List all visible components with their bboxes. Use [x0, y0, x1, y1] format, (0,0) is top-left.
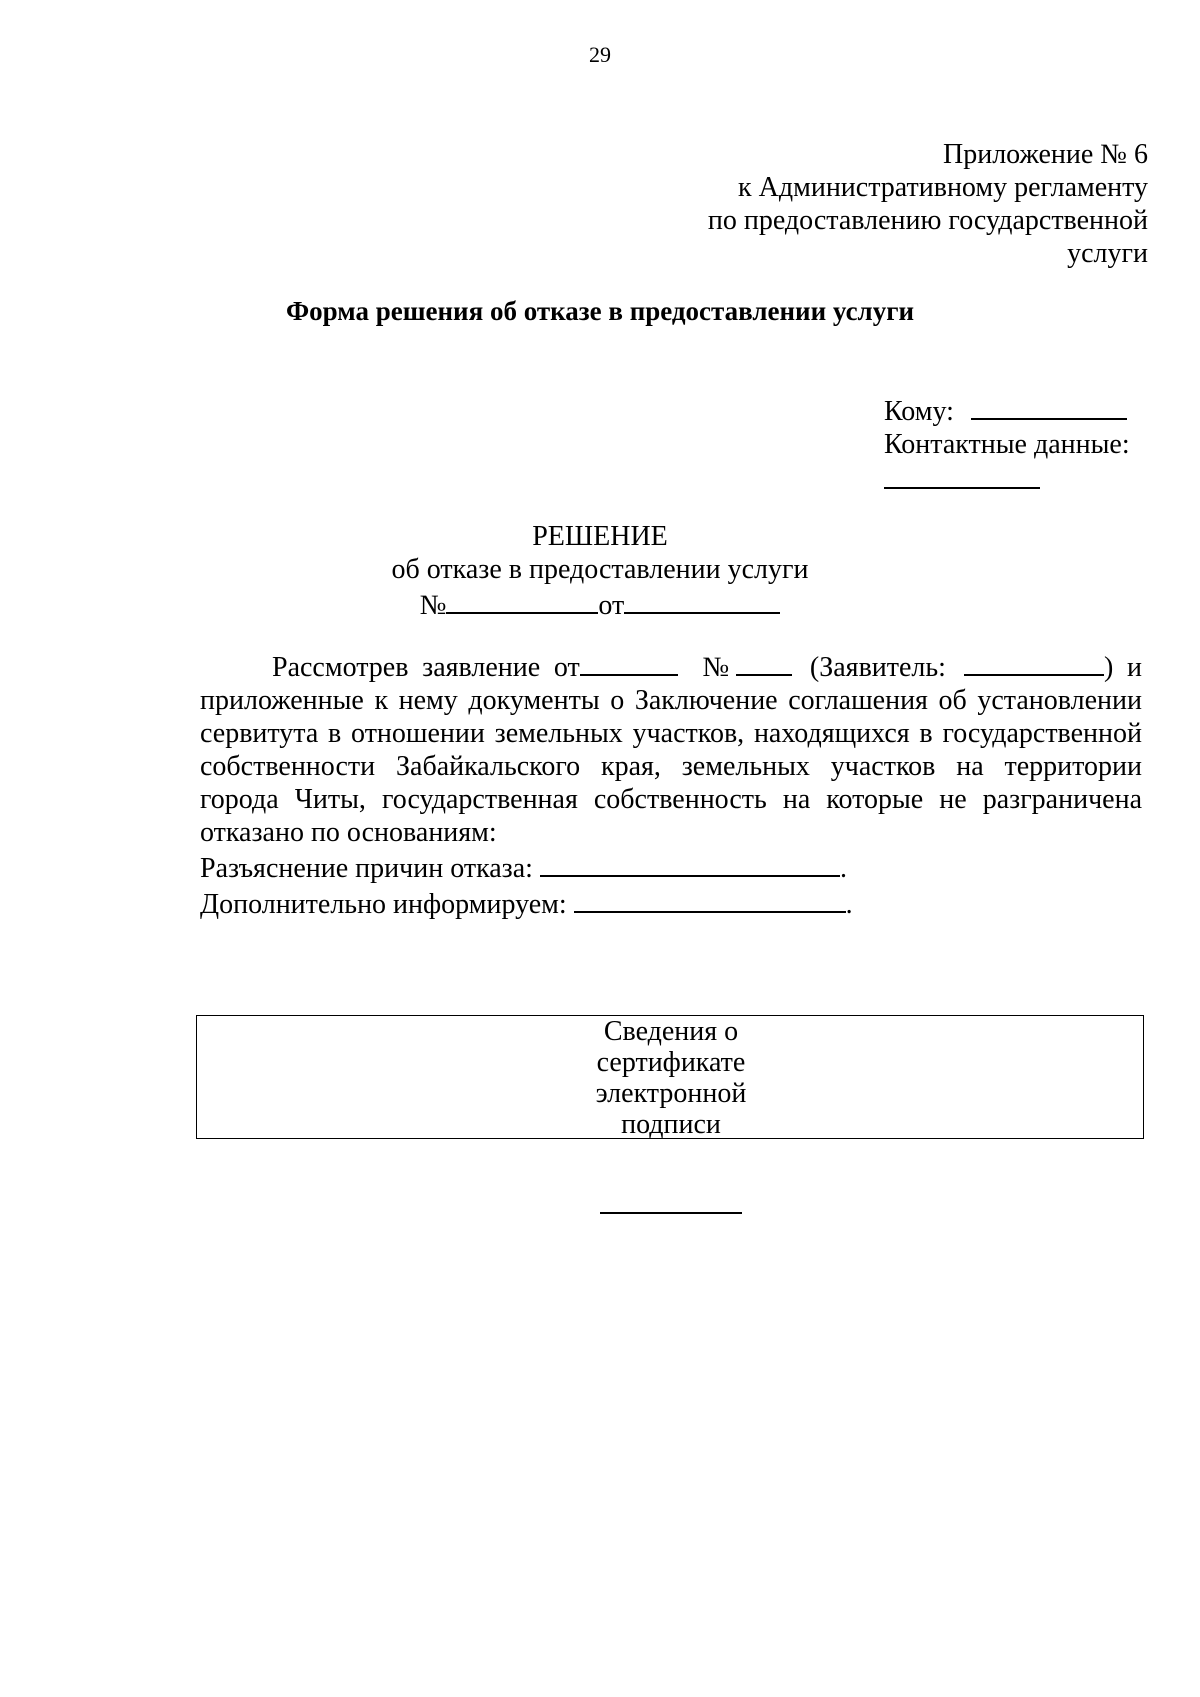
- signature-info-box: [196, 1015, 1144, 1139]
- signature-line-2: сертификате: [596, 1047, 746, 1078]
- refusal-reason-row: [200, 849, 1142, 885]
- addressee-contact-label: Контактные данные:: [884, 429, 1130, 460]
- additional-info-blank: [574, 885, 846, 913]
- signature-info-text: [197, 1016, 1145, 1140]
- appendix-line-3: по предоставлению государственной: [707, 205, 1148, 236]
- refusal-reason-label: Разъяснение причин отказа:: [200, 853, 533, 884]
- signature-line-3: электронной: [595, 1078, 747, 1109]
- closing-rule: [600, 1212, 742, 1214]
- decision-number-row: [0, 586, 1200, 622]
- decision-number-sign: №: [419, 590, 447, 621]
- refusal-reason-period: .: [839, 853, 847, 884]
- addressee-to-row: [884, 392, 1184, 428]
- signature-line-1: Сведения о: [603, 1016, 739, 1047]
- application-date-blank: [580, 648, 678, 676]
- body-p1-applicant: (Заявитель:: [809, 652, 946, 683]
- additional-info-row: [200, 885, 1142, 921]
- appendix-line-2: к Административному регламенту: [738, 172, 1148, 203]
- additional-info-label: Дополнительно информируем:: [200, 889, 567, 920]
- applicant-blank: [964, 648, 1104, 676]
- appendix-line-1: Приложение № 6: [943, 139, 1148, 170]
- additional-info-period: .: [845, 889, 853, 920]
- form-title: Форма решения об отказе в предоставлении услуги: [285, 296, 915, 326]
- decision-date-blank: [624, 586, 780, 614]
- decision-heading: РЕШЕНИЕ: [532, 521, 668, 552]
- decision-from-label: от: [598, 590, 625, 621]
- appendix-line-4: услуги: [1067, 238, 1148, 269]
- body-p1-start: Рассмотрев заявление от: [272, 652, 580, 683]
- application-number-blank: [736, 648, 792, 676]
- decision-heading-block: [0, 520, 1200, 622]
- signature-line-4: подписи: [621, 1109, 721, 1140]
- appendix-header: [588, 138, 1148, 270]
- addressee-to-blank: [971, 392, 1127, 420]
- addressee-block: [884, 392, 1184, 494]
- decision-paragraph: [200, 648, 1142, 849]
- body-p1-close: ) и: [1103, 652, 1142, 683]
- addressee-contact-row: [884, 461, 1184, 494]
- addressee-to-label: Кому:: [884, 396, 954, 427]
- decision-subheading: об отказе в предоставлении услуги: [391, 554, 809, 585]
- decision-number-blank: [446, 586, 598, 614]
- decision-body: [200, 648, 1142, 921]
- body-p1-num: №: [695, 652, 736, 683]
- body-p1-rest: приложенные к нему документы о Заключение соглашения об установлении сервитута в отношении земельных участков, находящихся в государственной собственности Забайкальского края, земельных участков на территории города Читы, государственная собственность на которые не разграничена отказано по основаниям:: [200, 685, 1142, 848]
- refusal-reason-blank: [540, 849, 840, 877]
- page-number: 29: [589, 42, 611, 67]
- addressee-contact-blank: [884, 461, 1040, 489]
